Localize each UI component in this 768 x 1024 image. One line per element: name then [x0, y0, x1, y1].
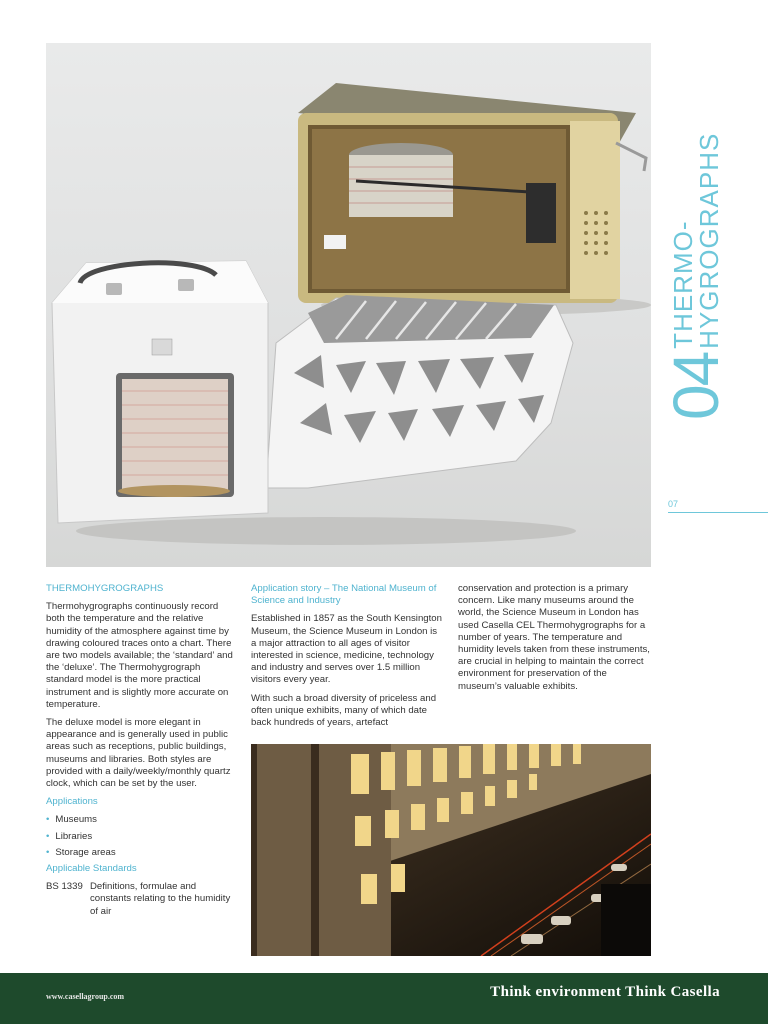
chapter-number: 04 [660, 352, 732, 420]
page-number-rule [668, 512, 768, 513]
standards-heading: Applicable Standards [46, 863, 137, 875]
paragraph: Established in 1857 as the South Kensington Museum, the Science Museum in London is a major attraction to all ages of visitor interested in science, medicine, technology and industry and serves over 1.5 million visitors every year. [251, 613, 442, 686]
museum-photo [251, 744, 651, 956]
standard-entry [46, 881, 238, 918]
slogan: Think environment Think Casella [490, 984, 720, 1000]
page-number: 07 [668, 499, 679, 509]
applications-heading: Applications [46, 796, 98, 808]
product-photo [46, 43, 651, 567]
list-item: • Museums [46, 814, 97, 826]
standard-model [52, 261, 576, 545]
column-3 [458, 583, 650, 699]
section-heading: THERMOHYGROGRAPHS [46, 583, 164, 594]
thermohygrograph-illustration [46, 43, 651, 567]
footer-bar [0, 973, 768, 1024]
chapter-title: THERMO- HYGROGRAPHS [668, 132, 724, 349]
standard-description: Definitions, formulae and constants relating to the humidity of air [90, 881, 231, 917]
column-1 [46, 583, 238, 918]
deluxe-model [298, 83, 651, 315]
website-link[interactable]: www.casellagroup.com [46, 992, 125, 1001]
paragraph: With such a broad diversity of priceless and often unique exhibits, many of which date back hundreds of years, artefact [251, 692, 437, 729]
chapter-heading [660, 110, 732, 420]
paragraph: conservation and protection is a primary concern. Like many museums around the world, the Science Museum in London has used Casella CEL Thermohygrographs for a number of years. The temperature and humidity levels taken from these instruments, are crucial in helping to maintain the correct environment for preservation of the museum’s valuable exhibits. [458, 583, 650, 692]
applications-list [46, 814, 238, 859]
list-item: • Storage areas [46, 846, 116, 858]
paragraph: Thermohygrographs continuously record both the temperature and the relative humidity of the atmosphere against time by drawing coloured traces onto a chart. There are two models available; the ‘standard’ and the ‘deluxe’. The Thermohygrograph standard model is the more practical instrument and is slightly more accurate on temperature. [46, 601, 233, 710]
standard-code: BS 1339 [46, 881, 83, 893]
bullet-icon: • [46, 814, 50, 826]
section-heading: Application story – The National Museum of Science and Industry [251, 583, 437, 607]
paragraph: The deluxe model is more elegant in appearance and is generally used in public areas such as receptions, public buildings, museums and libraries. Both styles are provided with a daily/weekly/monthly quartz clock, which can be set by the user. [46, 717, 231, 790]
list-item: • Libraries [46, 830, 93, 842]
museum-night-illustration [251, 744, 651, 956]
bullet-icon: • [46, 830, 50, 842]
column-2 [251, 583, 443, 735]
bullet-icon: • [46, 846, 50, 858]
